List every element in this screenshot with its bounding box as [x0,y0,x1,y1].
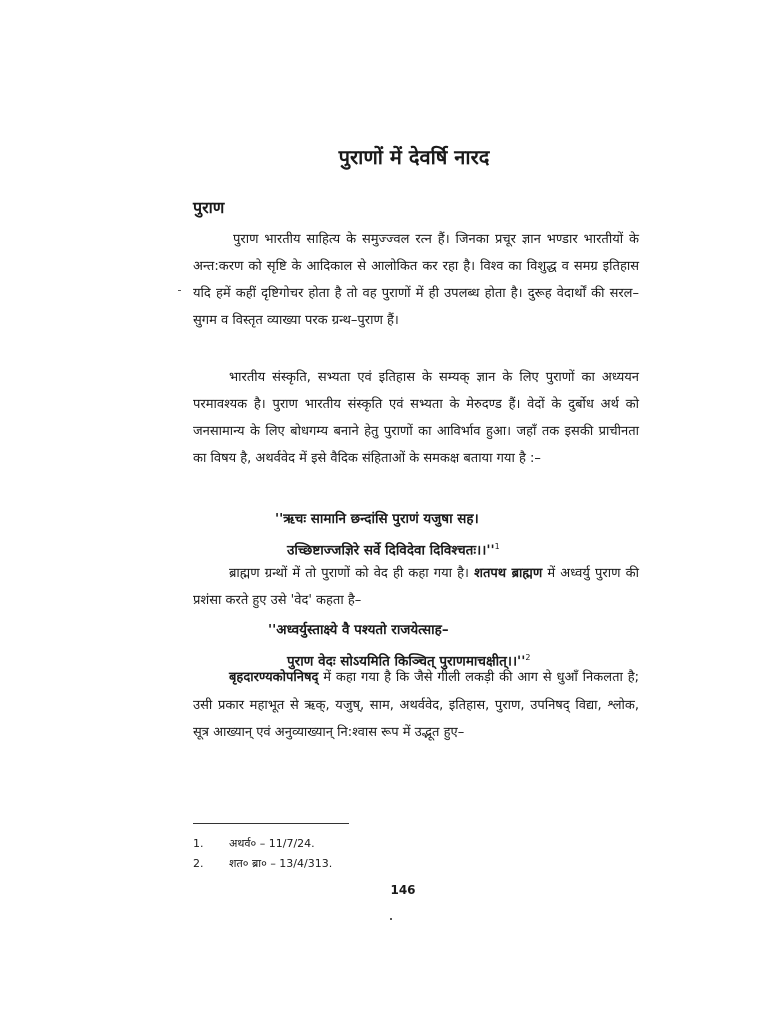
footnote-ref-2: 2 [525,653,531,662]
footnote-1-number: 1. [193,837,204,850]
paragraph-4 [193,664,639,747]
footnote-2-number: 2. [193,857,204,870]
scan-speck [178,290,181,291]
verse-1-line-2-text: उच्छिष्टाज्जज्ञिरे सर्वे दिविदेवा दिविश्चतः।।'' [287,542,495,559]
paragraph-2: भारतीय संस्कृति, सभ्यता एवं इतिहास के सम्यक् ज्ञान के लिए पुराणों का अध्ययन परमावश्यक है। पुराण भारतीय संस्कृति एवं सभ्यता के मेरुदण्ड हैं। वेदों के दुर्बोध अर्थ को जनसामान्य के लिए बोधगम्य बनाने हेतु पुराणों का आविर्भाव हुआ। जहाँ तक इसकी प्राचीनता का विषय है, अथर्ववेद में इसे वैदिक संहिताओं के समकक्ष बताया गया है :– [193,370,639,466]
section-heading: पुराण [193,198,225,217]
page-title: पुराणों में देवर्षि नारद [338,145,490,169]
verse-2-line-1: ''अध्वर्युस्ताक्ष्ये वै पश्यतो राजयेत्साह– [268,622,449,638]
paragraph-1: पुराण भारतीय साहित्य के समुज्ज्वल रत्न हैं। जिनका प्रचूर ज्ञान भण्डार भारतीयों के अन्त:करण को सृष्टि के आदिकाल से आलोकित कर रहा है। विश्व का विशुद्ध व समग्र इतिहास यदि हमें कहीं दृष्टिगोचर होता है तो वह पुराणों में ही उपलब्ध होता है। दुरूह वेदार्थों की सरल–सुगम व विस्तृत व्याख्या परक ग्रन्थ–पुराण हैं। [193,232,639,328]
footnote-1 [193,836,315,852]
scan-speck [390,918,392,920]
page-number: 146 [390,883,416,897]
paragraph-3 [193,560,639,614]
term-brihadaranyaka: बृहदारण्यकोपनिषद् [229,670,319,685]
term-shatapath-brahmana: शतपथ ब्राह्मण [474,566,543,581]
paragraph-4-end: में कहा गया है कि जैसे गीली लकड़ी की आग से धुआँ निकलता है; उसी प्रकार महाभूत से ऋक्, यजुष्, साम, अथर्ववेद, इतिहास, पुराण, उपनिषद् विद्या, श्लोक, सूत्र आख्यान् एवं अनुव्याख्यान् नि:श्वास रूप में उद्भूत हुए– [193,670,639,740]
verse-2-line-2-text: पुराण वेदः सोऽयमिति किञ्चित् पुराणमाचक्षीत्।।'' [287,653,526,670]
paragraph-3-start: ब्राह्मण ग्रन्थों में तो पुराणों को वेद ही कहा गया है। [229,566,475,581]
verse-1-line-1: ''ऋचः सामानि छन्दांसि पुराणं यजुषा सह। [275,511,479,527]
footnote-ref-1: 1 [494,542,500,551]
footnote-divider [193,823,349,824]
paragraph-3-end: में अध्वर्यु पुराण की प्रशंसा करते हुए उसे 'वेद' कहता है– [193,566,639,608]
footnote-2-text: शत० ब्रा० – 13/4/313. [229,857,333,870]
footnote-2 [193,856,332,872]
footnote-1-text: अथर्व० – 11/7/24. [229,837,315,850]
